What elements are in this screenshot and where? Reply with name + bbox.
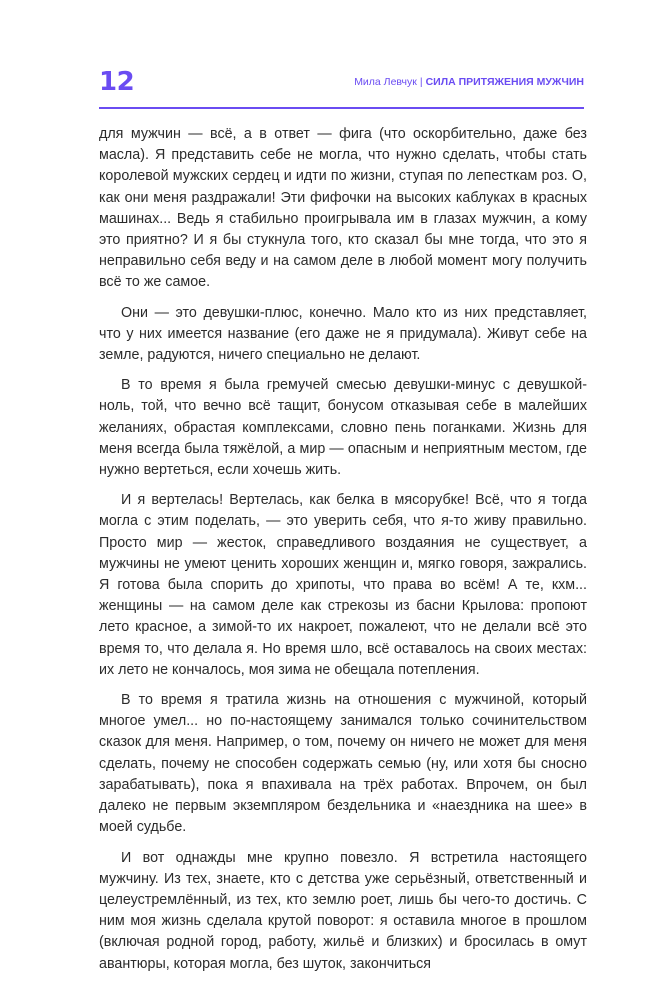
running-head — [354, 75, 584, 89]
body-text — [99, 124, 587, 984]
paragraph: Они — это девушки-плюс, конечно. Мало кто из них представляет, что у них имеется название (его даже не я придумала). Живут себе на земле, радуются, ничего специально не делают. — [99, 304, 587, 364]
author-name: Мила Левчук — [354, 76, 417, 88]
book-title: СИЛА ПРИТЯЖЕНИЯ МУЖЧИН — [425, 76, 584, 88]
paragraph: И вот однажды мне крупно повезло. Я встретила настоящего мужчину. Из тех, знаете, кто с детства уже серьёзный, ответственный и целеустремлённый, из тех, кто землю роет, лишь бы чего-то достичь. С ним моя жизнь сделала крутой поворот: я оставила многое в прошлом (включая родной город, работу, жильё и близких) и бросилась в омут авантюры, которая могла, без шуток, закончиться — [99, 849, 587, 972]
header-divider — [99, 107, 584, 109]
page-header — [99, 62, 584, 102]
paragraph: для мужчин — всё, а в ответ — фига (что оскорбительно, даже без масла). Я представить себе не могла, что нужно сделать, чтобы стать королевой мужских сердец и идти по жизни, ступая по лепесткам роз. О, как они меня раздражали! Эти фифочки на высоких каблуках в красных машинах... Ведь я стабильно проигрывала им в глазах мужчин, а кому это приятно? И я бы стукнула того, кто сказал бы мне тогда, что это я неправильно себя веду и на самом деле в любой момент могу получить всё то же самое. — [99, 126, 587, 291]
page-number: 12 — [99, 67, 135, 97]
paragraph: В то время я была гремучей смесью девушки-минус с девушкой-ноль, той, что вечно всё тащит, бонусом отказывая себе в малейших желаниях, обрастая комплексами, словно пень поганками. Жизнь для меня всегда была тяжёлой, а мир — опасным и неприятным местом, где нужно вертеться, если хочешь жить. — [99, 377, 587, 479]
paragraph: В то время я тратила жизнь на отношения с мужчиной, который многое умел... но по-настоящему занимался только сочинительством сказок для меня. Например, о том, почему он ничего не может для меня сделать, почему не способен содержать семью (ну, или хотя бы сносно зарабатывать), пока я впахивала на трёх работах. Впрочем, он был далеко не первым экземпляром бездельника и «наездника на шее» в моей судьбе. — [99, 692, 587, 836]
running-head-separator: | — [419, 76, 423, 88]
paragraph: И я вертелась! Вертелась, как белка в мясорубке! Всё, что я тогда могла с этим поделать, — это уверить себя, что я-то живу правильно. Просто мир — жесток, справедливого воздаяния не существует, а мужчины не умеют ценить хороших женщин и, мягко говоря, зажрались. Я готова была спорить до хрипоты, что права во всём! А те, кхм... женщины — на самом деле как стрекозы из басни Крылова: пропоют лето красное, а зимой-то их накроет, пожалеют, что не делали всё это время то, что делала я. Но время шло, всё оставалось на своих местах: их лето не кончалось, моя зима не обещала потепления. — [99, 492, 587, 678]
